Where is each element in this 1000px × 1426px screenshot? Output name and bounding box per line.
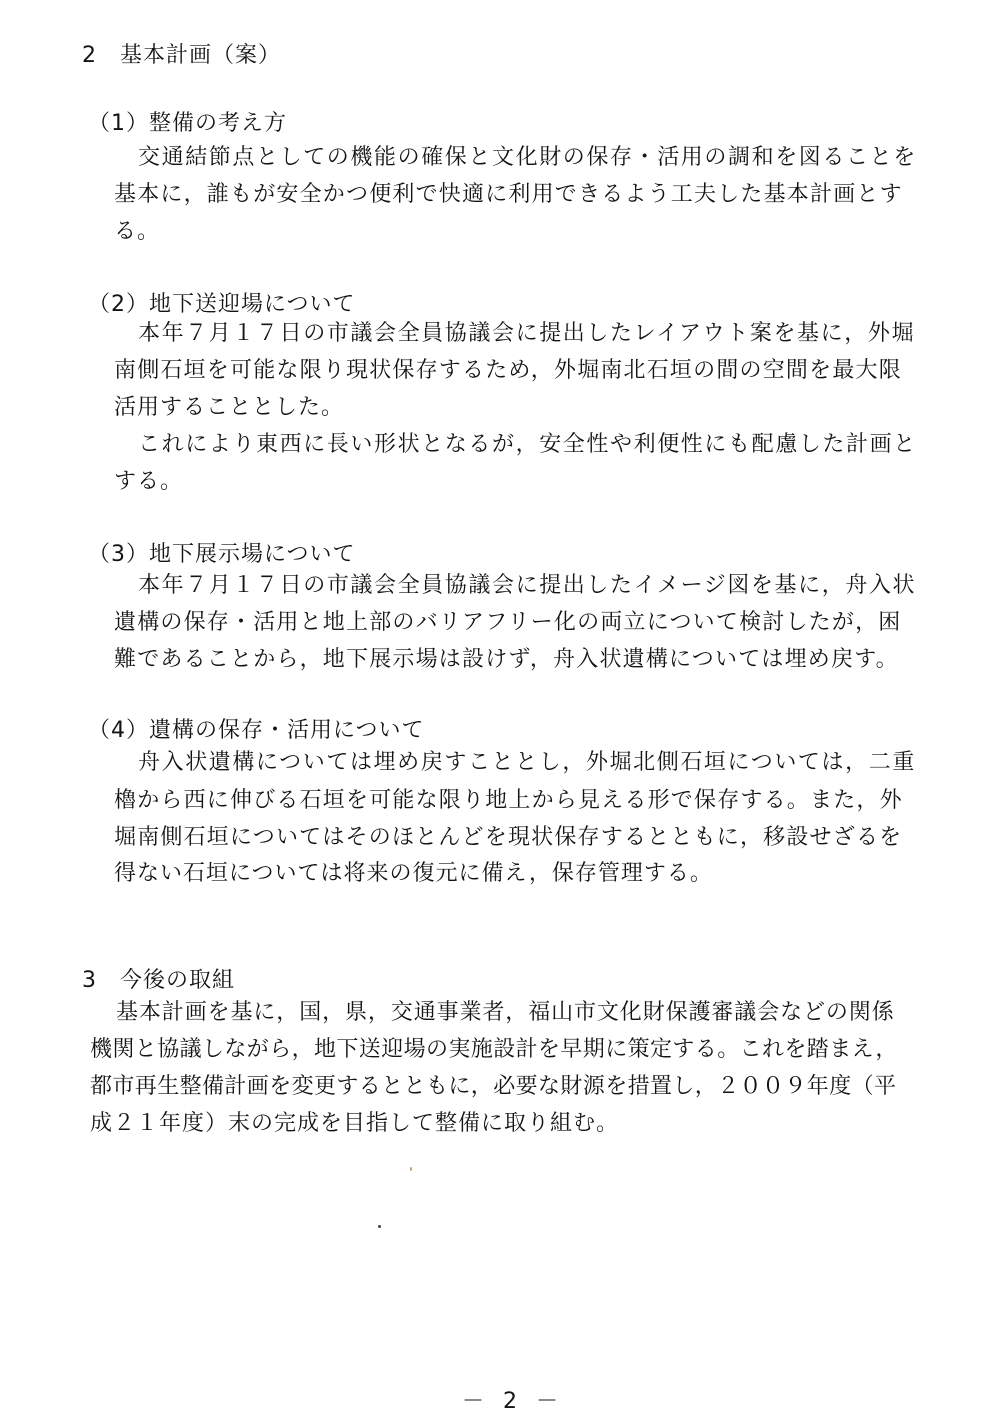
item-4-line-4: 得ない石垣については将来の復元に備え，保存管理する。 (114, 861, 713, 886)
page-number: － 2 － (462, 1389, 564, 1414)
item-3-heading: （3）地下展示場について (88, 542, 356, 567)
section-3-heading: 3 今後の取組 (82, 968, 235, 993)
item-3-line-3: 難であることから，地下展示場は設けず，舟入状遺構については埋め戻す。 (114, 647, 899, 672)
item-3-line-2: 遺構の保存・活用と地上部のバリアフリー化の両立について検討したが，困 (114, 610, 902, 635)
section-3-line-3: 都市再生整備計画を変更するとともに，必要な財源を措置し，２００９年度（平 (90, 1074, 897, 1099)
item-2-line-1: 本年７月１７日の市議会全員協議会に提出したレイアウト案を基に，外堀 (138, 321, 916, 346)
item-1-heading: （1）整備の考え方 (88, 111, 287, 136)
item-2-line-4: これにより東西に長い形状となるが，安全性や利便性にも配慮した計画と (138, 432, 917, 457)
item-4-line-3: 堀南側石垣についてはそのほとんどを現状保存するとともに，移設せざるを (114, 825, 903, 850)
item-2-heading: （2）地下送迎場について (88, 292, 356, 317)
item-4-line-2: 櫓から西に伸びる石垣を可能な限り地上から見える形で保存する。また，外 (114, 788, 903, 813)
section-3-line-1: 基本計画を基に，国，県，交通事業者，福山市文化財保護審議会などの関係 (116, 1000, 895, 1025)
item-2-line-5: する。 (114, 469, 184, 494)
item-1-line-1: 交通結節点としての機能の確保と文化財の保存・活用の調和を図ることを (138, 145, 917, 170)
item-4-line-1: 舟入状遺構については埋め戻すこととし，外堀北側石垣については，二重 (138, 750, 916, 775)
item-1-line-3: る。 (114, 219, 161, 244)
item-3-line-1: 本年７月１７日の市議会全員協議会に提出したイメージ図を基に，舟入状 (138, 573, 917, 598)
item-4-heading: （4）遺構の保存・活用について (88, 718, 425, 743)
scan-speck (378, 1225, 381, 1228)
section-3-line-2: 機関と協議しながら，地下送迎場の実施設計を早期に策定する。これを踏まえ， (90, 1037, 898, 1062)
item-2-line-2: 南側石垣を可能な限り現状保存するため，外堀南北石垣の間の空間を最大限 (114, 358, 902, 383)
item-1-line-2: 基本に，誰もが安全かつ便利で快適に利用できるよう工夫した基本計画とす (114, 182, 903, 207)
section-2-heading: 2 基本計画（案） (82, 43, 281, 68)
section-3-line-4: 成２１年度）末の完成を目指して整備に取り組む。 (90, 1111, 620, 1136)
item-2-line-3: 活用することとした。 (114, 395, 345, 420)
scan-speck (410, 1167, 412, 1171)
